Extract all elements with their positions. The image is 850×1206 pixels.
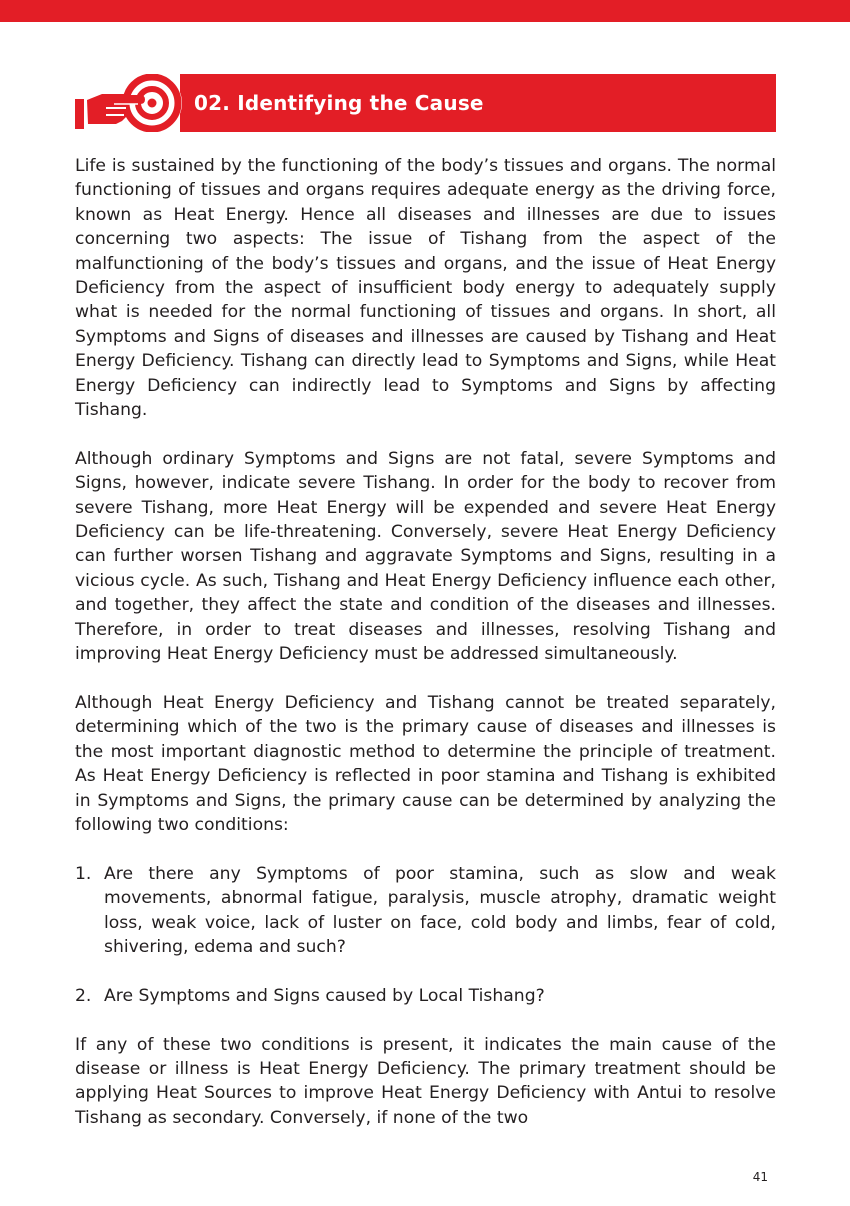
paragraph: Although ordinary Symptoms and Signs are not fatal, severe Symptoms and Signs, however, indicate severe Tishang. In order for the body to recover from severe Tishang, more Heat Energy will be expended and severe Heat Energy Deficiency can be life-threatening. Conversely, severe Heat Energy Deficiency can further worsen Tishang and aggravate Symptoms and Signs, resulting in a vicious cycle. As such, Tishang and Heat Energy Deficiency influence each other, and together, they affect the state and condition of the diseases and illnesses. Therefore, in order to treat diseases and illnesses, resolving Tishang and improving Heat Energy Deficiency must be addressed simultaneously. — [75, 448, 776, 665]
list-item-text: Are there any Symptoms of poor stamina, such as slow and weak movements, abnormal fatigue, paralysis, muscle atrophy, dramatic weight loss, weak voice, lack of luster on face, cold body and limbs, fear of cold, shivering, edema and such? — [104, 863, 776, 957]
paragraph: If any of these two conditions is present, it indicates the main cause of the disease or illness is Heat Energy Deficiency. The primary treatment should be applying Heat Sources to improve Heat Energy Deficiency with Antui to resolve Tishang as secondary. Conversely, if none of the two — [75, 1034, 776, 1128]
list-number: 2. — [75, 985, 92, 1006]
paragraph: Life is sustained by the functioning of the body’s tissues and organs. The normal functioning of tissues and organs requires adequate energy as the driving force, known as Heat Energy. Hence all diseases and illnesses are due to issues concerning two aspects: The issue of Tishang from the aspect of the malfunctioning of the body’s tissues and organs, and the issue of Heat Energy Deficiency from the aspect of insufficient body energy to adequately supply what is needed for the normal functioning of tissues and organs. In short, all Symptoms and Signs of diseases and illnesses are caused by Tishang and Heat Energy Deficiency. Tishang can directly lead to Symptoms and Signs, while Heat Energy Deficiency can indirectly lead to Symptoms and Signs by affecting Tishang. — [75, 156, 776, 421]
section-header — [72, 74, 776, 132]
pointing-hand-target-icon — [72, 74, 184, 132]
top-accent-bar — [0, 0, 850, 22]
list-item — [75, 862, 776, 960]
list-item-text: Are Symptoms and Signs caused by Local Tishang? — [104, 985, 545, 1006]
section-title: 02. Identifying the Cause — [194, 91, 484, 115]
list-number: 1. — [75, 863, 92, 884]
page-number: 41 — [752, 1170, 768, 1184]
paragraph: Although Heat Energy Deficiency and Tishang cannot be treated separately, determining which of the two is the primary cause of diseases and illnesses is the most important diagnostic method to determine the principle of treatment. As Heat Energy Deficiency is reflected in poor stamina and Tishang is exhibited in Symptoms and Signs, the primary cause can be determined by analyzing the following two conditions: — [75, 692, 776, 835]
list-item — [75, 984, 776, 1008]
body-text — [75, 154, 776, 1155]
